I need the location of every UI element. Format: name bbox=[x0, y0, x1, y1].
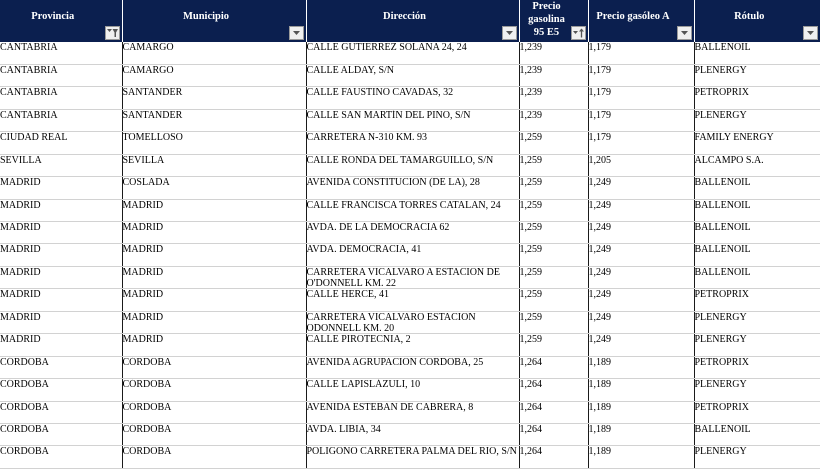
cell-precio-gasoleo[interactable] bbox=[588, 401, 694, 423]
cell-municipio[interactable] bbox=[122, 177, 306, 199]
cell-value: TOMELLOSO bbox=[122, 132, 183, 144]
cell-value: CÓRDOBA bbox=[122, 356, 172, 368]
cell-rotulo[interactable] bbox=[694, 64, 820, 86]
cell-precio-gasolina[interactable] bbox=[519, 311, 588, 333]
cell-value: CALLE ALDAY, S/N bbox=[306, 64, 395, 76]
cell-precio-gasolina[interactable] bbox=[519, 446, 588, 468]
cell-direccion[interactable] bbox=[306, 132, 519, 154]
cell-value: 1,259 bbox=[519, 132, 542, 144]
cell-value: BALLENOIL bbox=[694, 266, 751, 278]
cell-value: 1,264 bbox=[519, 446, 542, 458]
cell-value: CAMARGO bbox=[122, 42, 174, 53]
cell-value: POLIGONO CARRETERA PALMA DEL RIO, S/N bbox=[306, 446, 517, 458]
cell-value: MADRID bbox=[122, 289, 164, 301]
cell-provincia[interactable] bbox=[0, 199, 122, 221]
cell-value: 1,259 bbox=[519, 289, 542, 301]
cell-direccion[interactable] bbox=[306, 266, 519, 288]
cell-value: 1,189 bbox=[588, 401, 611, 413]
cell-value: 1,249 bbox=[588, 244, 611, 256]
cell-value: BALLENOIL bbox=[694, 244, 751, 256]
cell-provincia[interactable] bbox=[0, 177, 122, 199]
cell-value: SEVILLA bbox=[0, 154, 42, 166]
cell-provincia[interactable] bbox=[0, 289, 122, 311]
cell-municipio[interactable] bbox=[122, 109, 306, 131]
cell-precio-gasoleo[interactable] bbox=[588, 199, 694, 221]
cell-value: MADRID bbox=[0, 334, 41, 346]
table-row bbox=[0, 423, 820, 445]
cell-value: CÓRDOBA bbox=[122, 379, 172, 391]
cell-municipio[interactable] bbox=[122, 132, 306, 154]
table-row bbox=[0, 177, 820, 199]
column-header-label: Precio gasóleo A bbox=[596, 10, 670, 22]
cell-direccion[interactable] bbox=[306, 311, 519, 333]
filter-button-municipio[interactable] bbox=[289, 26, 304, 40]
cell-municipio[interactable] bbox=[122, 356, 306, 378]
cell-direccion[interactable] bbox=[306, 289, 519, 311]
column-header-label: Municipio bbox=[182, 10, 230, 22]
column-header-precio-gasolina bbox=[519, 0, 588, 42]
cell-precio-gasoleo[interactable] bbox=[588, 154, 694, 176]
cell-precio-gasoleo[interactable] bbox=[588, 289, 694, 311]
cell-value: CANTABRIA bbox=[0, 42, 58, 53]
cell-value: CANTABRIA bbox=[0, 64, 58, 76]
cell-provincia[interactable] bbox=[0, 109, 122, 131]
cell-value: BALLENOIL bbox=[694, 423, 751, 435]
cell-value: PETROPRIX bbox=[694, 401, 749, 413]
cell-value: PLENERGY bbox=[694, 334, 747, 346]
cell-value: MADRID bbox=[0, 222, 41, 233]
cell-value: 1,179 bbox=[588, 132, 611, 144]
cell-value: CARRETERA VICALVARO A ESTACION DE O'DONNELL KM. 22 bbox=[306, 266, 500, 287]
cell-provincia[interactable] bbox=[0, 446, 122, 468]
cell-value: AVENIDA AGRUPACION CORDOBA, 25 bbox=[306, 356, 484, 368]
cell-value: MADRID bbox=[122, 199, 164, 211]
cell-rotulo[interactable] bbox=[694, 222, 820, 244]
cell-value: AVDA. LIBIA, 34 bbox=[306, 423, 381, 435]
cell-municipio[interactable] bbox=[122, 379, 306, 401]
header-row bbox=[0, 0, 820, 42]
cell-value: 1,239 bbox=[519, 42, 542, 53]
cell-municipio[interactable] bbox=[122, 334, 306, 356]
cell-value: SANTANDER bbox=[122, 109, 183, 121]
cell-direccion[interactable] bbox=[306, 199, 519, 221]
cell-value: MADRID bbox=[122, 266, 164, 278]
cell-value: 1,259 bbox=[519, 222, 542, 233]
cell-value: CALLE RONDA DEL TAMARGUILLO, S/N bbox=[306, 154, 494, 166]
cell-provincia[interactable] bbox=[0, 311, 122, 333]
cell-rotulo[interactable] bbox=[694, 356, 820, 378]
column-header-provincia bbox=[0, 0, 122, 42]
column-header-label: Dirección bbox=[383, 10, 426, 22]
column-header-rotulo bbox=[694, 0, 820, 42]
cell-direccion[interactable] bbox=[306, 356, 519, 378]
table-row bbox=[0, 132, 820, 154]
cell-value: CALLE FRANCISCA TORRES CATALAN, 24 bbox=[306, 199, 501, 211]
cell-precio-gasolina[interactable] bbox=[519, 423, 588, 445]
cell-value: BALLENOIL bbox=[694, 222, 751, 233]
cell-value: ALCAMPO S.A. bbox=[694, 154, 764, 166]
cell-precio-gasoleo[interactable] bbox=[588, 87, 694, 109]
cell-value: 1,259 bbox=[519, 334, 542, 346]
cell-municipio[interactable] bbox=[122, 311, 306, 333]
cell-provincia[interactable] bbox=[0, 356, 122, 378]
cell-precio-gasolina[interactable] bbox=[519, 334, 588, 356]
filter-button-precio-gasolina[interactable] bbox=[571, 26, 586, 40]
cell-provincia[interactable] bbox=[0, 42, 122, 64]
table-row bbox=[0, 266, 820, 288]
cell-value: CALLE LAPISLÁZULI, 10 bbox=[306, 379, 421, 391]
cell-value: CÓRDOBA bbox=[122, 446, 172, 458]
cell-municipio[interactable] bbox=[122, 199, 306, 221]
cell-value: BALLENOIL bbox=[694, 199, 751, 211]
cell-value: 1,259 bbox=[519, 244, 542, 256]
cell-rotulo[interactable] bbox=[694, 87, 820, 109]
cell-precio-gasolina[interactable] bbox=[519, 64, 588, 86]
cell-precio-gasoleo[interactable] bbox=[588, 222, 694, 244]
cell-value: CÓRDOBA bbox=[0, 356, 49, 368]
filter-button-provincia[interactable] bbox=[105, 26, 120, 40]
cell-rotulo[interactable] bbox=[694, 199, 820, 221]
cell-value: 1,189 bbox=[588, 423, 611, 435]
cell-value: CALLE SAN MARTÍN DEL PINO, S/N bbox=[306, 109, 471, 121]
cell-value: 1,179 bbox=[588, 109, 611, 121]
cell-value: 1,264 bbox=[519, 379, 542, 391]
cell-value: MADRID bbox=[0, 266, 41, 278]
cell-precio-gasoleo[interactable] bbox=[588, 266, 694, 288]
cell-precio-gasolina[interactable] bbox=[519, 87, 588, 109]
table-row bbox=[0, 199, 820, 221]
cell-value: 1,249 bbox=[588, 199, 611, 211]
cell-value: 1,239 bbox=[519, 64, 542, 76]
cell-direccion[interactable] bbox=[306, 64, 519, 86]
cell-precio-gasolina[interactable] bbox=[519, 379, 588, 401]
table-row bbox=[0, 311, 820, 333]
cell-value: 1,259 bbox=[519, 177, 542, 189]
cell-value: CALLE HERCE, 41 bbox=[306, 289, 389, 301]
filter-button-direccion[interactable] bbox=[502, 26, 517, 40]
table-row bbox=[0, 109, 820, 131]
cell-value: MADRID bbox=[122, 311, 164, 323]
cell-value: 1,259 bbox=[519, 154, 542, 166]
cell-value: 1,264 bbox=[519, 423, 542, 435]
cell-provincia[interactable] bbox=[0, 401, 122, 423]
sort-ascending-icon bbox=[572, 27, 585, 39]
cell-direccion[interactable] bbox=[306, 177, 519, 199]
table-row bbox=[0, 64, 820, 86]
cell-value: MADRID bbox=[0, 199, 41, 211]
table-row bbox=[0, 356, 820, 378]
cell-value: PETROPRIX bbox=[694, 87, 749, 99]
cell-municipio[interactable] bbox=[122, 222, 306, 244]
cell-direccion[interactable] bbox=[306, 244, 519, 266]
cell-value: 1,249 bbox=[588, 177, 611, 189]
cell-value: 1,189 bbox=[588, 379, 611, 391]
cell-value: CALLE PIROTECNIA, 2 bbox=[306, 334, 411, 346]
cell-value: PLENERGY bbox=[694, 379, 747, 391]
dropdown-arrow-icon bbox=[804, 27, 817, 39]
cell-provincia[interactable] bbox=[0, 266, 122, 288]
column-header-precio-gasoleo bbox=[588, 0, 694, 42]
cell-municipio[interactable] bbox=[122, 154, 306, 176]
cell-precio-gasolina[interactable] bbox=[519, 289, 588, 311]
cell-precio-gasoleo[interactable] bbox=[588, 356, 694, 378]
cell-provincia[interactable] bbox=[0, 423, 122, 445]
cell-direccion[interactable] bbox=[306, 109, 519, 131]
cell-provincia[interactable] bbox=[0, 64, 122, 86]
cell-precio-gasolina[interactable] bbox=[519, 199, 588, 221]
cell-precio-gasoleo[interactable] bbox=[588, 446, 694, 468]
cell-provincia[interactable] bbox=[0, 379, 122, 401]
cell-rotulo[interactable] bbox=[694, 423, 820, 445]
table-row bbox=[0, 222, 820, 244]
filter-active-icon bbox=[106, 27, 119, 39]
cell-rotulo[interactable] bbox=[694, 334, 820, 356]
table-row bbox=[0, 244, 820, 266]
cell-value: 1,189 bbox=[588, 356, 611, 368]
cell-value: CALLE GUTIERREZ SOLANA 24, 24 bbox=[306, 42, 467, 53]
cell-value: SANTANDER bbox=[122, 87, 183, 99]
cell-value: 1,259 bbox=[519, 199, 542, 211]
cell-provincia[interactable] bbox=[0, 244, 122, 266]
cell-direccion[interactable] bbox=[306, 87, 519, 109]
cell-provincia[interactable] bbox=[0, 334, 122, 356]
cell-provincia[interactable] bbox=[0, 132, 122, 154]
column-header-label: Precio gasolina 95 E5 bbox=[528, 0, 565, 38]
cell-value: CAMARGO bbox=[122, 64, 174, 76]
cell-precio-gasoleo[interactable] bbox=[588, 423, 694, 445]
cell-precio-gasoleo[interactable] bbox=[588, 334, 694, 356]
cell-value: 1,179 bbox=[588, 42, 611, 53]
cell-provincia[interactable] bbox=[0, 222, 122, 244]
cell-direccion[interactable] bbox=[306, 446, 519, 468]
cell-direccion[interactable] bbox=[306, 154, 519, 176]
cell-value: CARRETERA N-310 KM. 93 bbox=[306, 132, 428, 144]
cell-precio-gasoleo[interactable] bbox=[588, 64, 694, 86]
cell-municipio[interactable] bbox=[122, 42, 306, 64]
cell-value: 1,205 bbox=[588, 154, 611, 166]
cell-precio-gasolina[interactable] bbox=[519, 154, 588, 176]
column-header-label: Provincia bbox=[31, 10, 75, 22]
cell-direccion[interactable] bbox=[306, 423, 519, 445]
table-row bbox=[0, 42, 820, 64]
cell-municipio[interactable] bbox=[122, 446, 306, 468]
cell-value: AVENIDA CONSTITUCION (DE LA), 28 bbox=[306, 177, 480, 189]
cell-value: CÓRDOBA bbox=[0, 423, 49, 435]
cell-value: MADRID bbox=[122, 334, 164, 346]
cell-value: 1,179 bbox=[588, 64, 611, 76]
cell-direccion[interactable] bbox=[306, 401, 519, 423]
cell-rotulo[interactable] bbox=[694, 42, 820, 64]
table-row bbox=[0, 289, 820, 311]
cell-value: CANTABRIA bbox=[0, 87, 58, 99]
cell-value: BALLENOIL bbox=[694, 177, 751, 189]
cell-value: CÓRDOBA bbox=[0, 379, 49, 391]
cell-value: PLENERGY bbox=[694, 64, 747, 76]
column-header-municipio bbox=[122, 0, 306, 42]
cell-value: AVDA. DEMOCRACIA, 41 bbox=[306, 244, 422, 256]
cell-value: 1,264 bbox=[519, 356, 542, 368]
cell-value: PETROPRIX bbox=[694, 289, 749, 301]
cell-value: 1,239 bbox=[519, 109, 542, 121]
cell-rotulo[interactable] bbox=[694, 446, 820, 468]
cell-value: MADRID bbox=[0, 177, 41, 189]
cell-precio-gasoleo[interactable] bbox=[588, 244, 694, 266]
cell-rotulo[interactable] bbox=[694, 401, 820, 423]
cell-direccion[interactable] bbox=[306, 42, 519, 64]
cell-precio-gasolina[interactable] bbox=[519, 132, 588, 154]
cell-rotulo[interactable] bbox=[694, 132, 820, 154]
cell-precio-gasolina[interactable] bbox=[519, 244, 588, 266]
cell-rotulo[interactable] bbox=[694, 244, 820, 266]
cell-direccion[interactable] bbox=[306, 222, 519, 244]
cell-municipio[interactable] bbox=[122, 401, 306, 423]
cell-precio-gasoleo[interactable] bbox=[588, 109, 694, 131]
dropdown-arrow-icon bbox=[290, 27, 303, 39]
cell-municipio[interactable] bbox=[122, 423, 306, 445]
cell-rotulo[interactable] bbox=[694, 109, 820, 131]
cell-rotulo[interactable] bbox=[694, 289, 820, 311]
cell-value: 1,259 bbox=[519, 266, 542, 278]
column-header-direccion bbox=[306, 0, 519, 42]
cell-precio-gasolina[interactable] bbox=[519, 401, 588, 423]
cell-municipio[interactable] bbox=[122, 64, 306, 86]
table-row bbox=[0, 401, 820, 423]
cell-municipio[interactable] bbox=[122, 266, 306, 288]
cell-value: CÓRDOBA bbox=[122, 423, 172, 435]
cell-value: 1,249 bbox=[588, 334, 611, 346]
cell-value: CÓRDOBA bbox=[0, 446, 49, 458]
cell-value: FAMILY ENERGY bbox=[694, 132, 774, 144]
cell-value: MADRID bbox=[0, 311, 41, 323]
cell-precio-gasolina[interactable] bbox=[519, 109, 588, 131]
cell-precio-gasolina[interactable] bbox=[519, 356, 588, 378]
cell-value: CIUDAD REAL bbox=[0, 132, 68, 144]
cell-value: CARRETERA VICALVARO ESTACION ODONNELL KM. 20 bbox=[306, 311, 476, 332]
cell-rotulo[interactable] bbox=[694, 379, 820, 401]
cell-municipio[interactable] bbox=[122, 244, 306, 266]
cell-value: PLENERGY bbox=[694, 446, 747, 458]
cell-value: MADRID bbox=[0, 244, 41, 256]
cell-municipio[interactable] bbox=[122, 289, 306, 311]
table-body bbox=[0, 42, 820, 468]
cell-value: SEVILLA bbox=[122, 154, 165, 166]
cell-precio-gasolina[interactable] bbox=[519, 222, 588, 244]
cell-municipio[interactable] bbox=[122, 87, 306, 109]
cell-direccion[interactable] bbox=[306, 379, 519, 401]
cell-rotulo[interactable] bbox=[694, 266, 820, 288]
cell-value: MADRID bbox=[122, 222, 164, 233]
cell-precio-gasoleo[interactable] bbox=[588, 42, 694, 64]
dropdown-arrow-icon bbox=[503, 27, 516, 39]
table-row bbox=[0, 154, 820, 176]
cell-precio-gasoleo[interactable] bbox=[588, 379, 694, 401]
cell-precio-gasoleo[interactable] bbox=[588, 311, 694, 333]
cell-value: CANTABRIA bbox=[0, 109, 58, 121]
cell-value: 1,239 bbox=[519, 87, 542, 99]
cell-precio-gasoleo[interactable] bbox=[588, 177, 694, 199]
cell-value: CÓRDOBA bbox=[122, 401, 172, 413]
cell-value: 1,249 bbox=[588, 266, 611, 278]
cell-precio-gasolina[interactable] bbox=[519, 42, 588, 64]
column-header-label: Rótulo bbox=[734, 10, 765, 22]
filter-button-precio-gasoleo[interactable] bbox=[677, 26, 692, 40]
table-row bbox=[0, 446, 820, 468]
cell-value: 1,179 bbox=[588, 87, 611, 99]
cell-provincia[interactable] bbox=[0, 87, 122, 109]
cell-value: 1,249 bbox=[588, 289, 611, 301]
cell-value: PLENERGY bbox=[694, 311, 747, 323]
cell-value: BALLENOIL bbox=[694, 42, 751, 53]
cell-rotulo[interactable] bbox=[694, 311, 820, 333]
cell-value: MADRID bbox=[122, 244, 164, 256]
cell-direccion[interactable] bbox=[306, 334, 519, 356]
cell-value: 1,259 bbox=[519, 311, 542, 323]
cell-value: AVDA. DE LA DEMOCRACIA 62 bbox=[306, 222, 450, 233]
cell-rotulo[interactable] bbox=[694, 177, 820, 199]
cell-value: CÓRDOBA bbox=[0, 401, 49, 413]
cell-precio-gasoleo[interactable] bbox=[588, 132, 694, 154]
cell-value: 1,249 bbox=[588, 222, 611, 233]
cell-rotulo[interactable] bbox=[694, 154, 820, 176]
table-row bbox=[0, 379, 820, 401]
cell-value: AVENIDA ESTEBAN DE CABRERA, 8 bbox=[306, 401, 474, 413]
cell-value: MADRID bbox=[0, 289, 41, 301]
cell-value: CALLE FAUSTINO CAVADAS, 32 bbox=[306, 87, 454, 99]
cell-value: 1,189 bbox=[588, 446, 611, 458]
cell-value: 1,264 bbox=[519, 401, 542, 413]
cell-provincia[interactable] bbox=[0, 154, 122, 176]
cell-value: 1,249 bbox=[588, 311, 611, 323]
dropdown-arrow-icon bbox=[678, 27, 691, 39]
table-row bbox=[0, 334, 820, 356]
table-row bbox=[0, 87, 820, 109]
cell-precio-gasolina[interactable] bbox=[519, 177, 588, 199]
cell-value: PLENERGY bbox=[694, 109, 747, 121]
cell-value: PETROPRIX bbox=[694, 356, 749, 368]
cell-precio-gasolina[interactable] bbox=[519, 266, 588, 288]
filter-button-rotulo[interactable] bbox=[803, 26, 818, 40]
cell-value: COSLADA bbox=[122, 177, 170, 189]
